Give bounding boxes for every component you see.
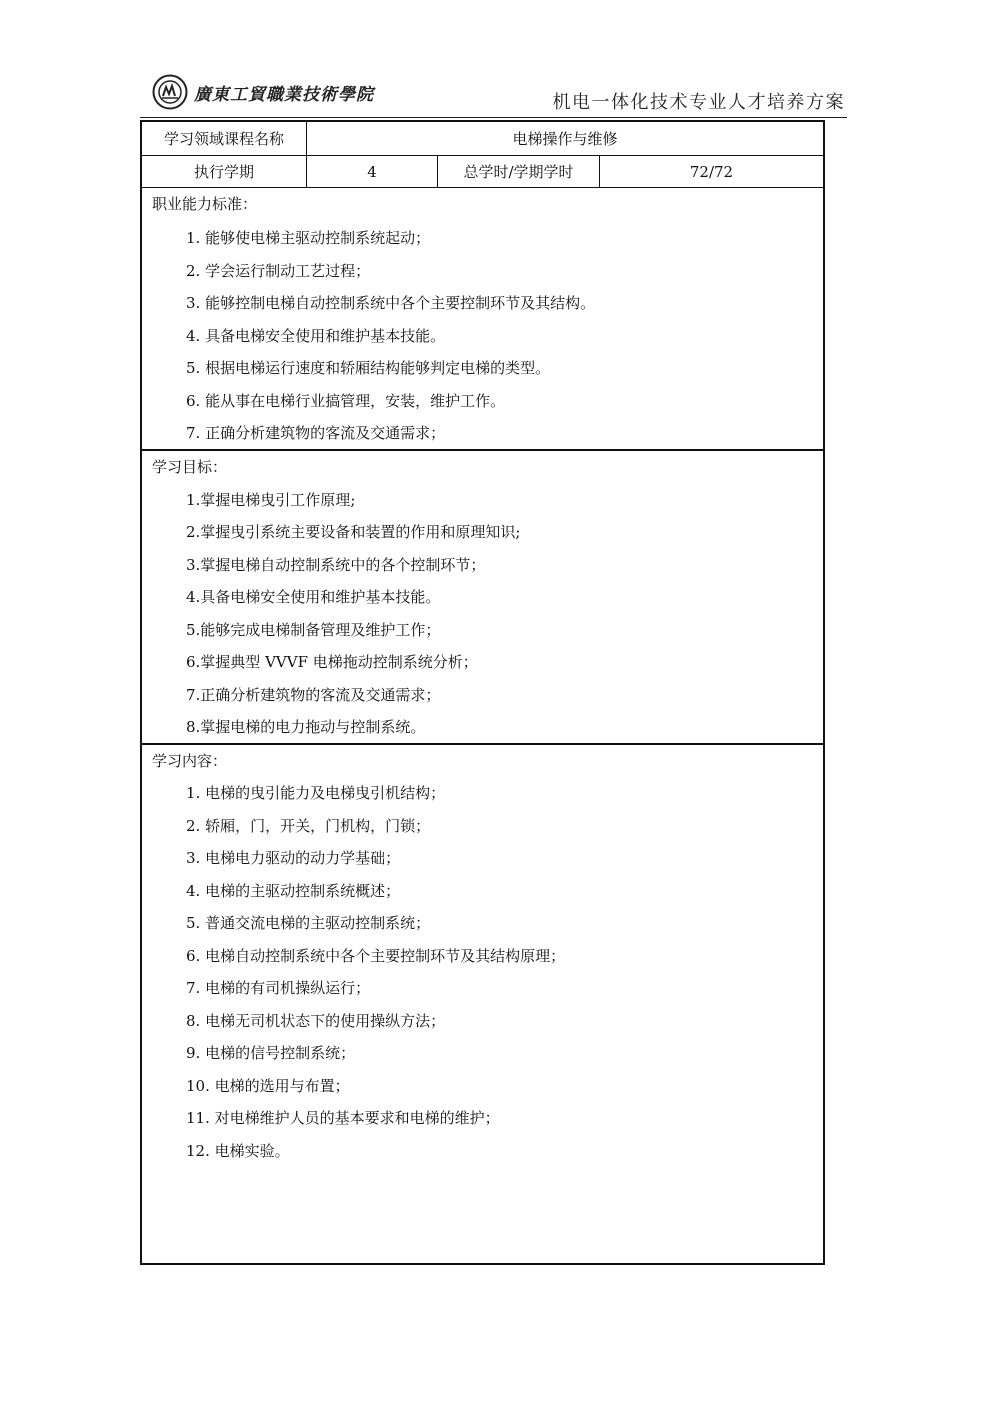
content-item: 5. 普通交流电梯的主驱动控制系统； [186, 914, 431, 932]
competency-item: 4. 具备电梯安全使用和维护基本技能。 [186, 327, 446, 345]
objectives-title: 学习目标： [152, 458, 228, 476]
competency-title: 职业能力标准： [152, 195, 258, 213]
content-section [142, 745, 823, 1261]
competency-item: 5. 根据电梯运行速度和轿厢结构能够判定电梯的类型。 [186, 359, 551, 377]
content-item: 12. 电梯实验。 [186, 1142, 290, 1160]
semester-label: 执行学期 [142, 156, 307, 187]
school-seal-icon [152, 74, 188, 110]
competency-item: 3. 能够控制电梯自动控制系统中各个主要控制环节及其结构。 [186, 294, 596, 312]
course-table [140, 120, 825, 1265]
semester-row [142, 156, 823, 188]
page-header [140, 70, 847, 118]
course-name-row [142, 122, 823, 156]
competency-item: 1. 能够使电梯主驱动控制系统起动； [186, 229, 431, 247]
objective-item: 8.掌握电梯的电力拖动与控制系统。 [186, 718, 426, 736]
document-title: 机电一体化技术专业人才培养方案 [552, 92, 845, 113]
content-item: 6. 电梯自动控制系统中各个主要控制环节及其结构原理； [186, 947, 566, 965]
content-item: 8. 电梯无司机状态下的使用操纵方法； [186, 1012, 446, 1030]
objective-item: 6.掌握典型 VVVF 电梯拖动控制系统分析； [186, 653, 478, 671]
content-item: 3. 电梯电力驱动的动力学基础； [186, 849, 401, 867]
competency-item: 2. 学会运行制动工艺过程； [186, 262, 371, 280]
school-logo [152, 74, 374, 110]
course-name-label: 学习领域课程名称 [142, 122, 307, 155]
content-item: 7. 电梯的有司机操纵运行； [186, 979, 371, 997]
competency-item: 6. 能从事在电梯行业搞管理，安装，维护工作。 [186, 392, 506, 410]
content-item: 11. 对电梯维护人员的基本要求和电梯的维护； [186, 1109, 500, 1127]
objective-item: 4.具备电梯安全使用和维护基本技能。 [186, 588, 441, 606]
header-divider [140, 117, 847, 118]
content-item: 10. 电梯的选用与布置； [186, 1077, 350, 1095]
content-item: 9. 电梯的信号控制系统； [186, 1044, 356, 1062]
objective-item: 3.掌握电梯自动控制系统中的各个控制环节； [186, 556, 486, 574]
objective-item: 7.正确分析建筑物的客流及交通需求； [186, 686, 441, 704]
content-item: 2. 轿厢，门，开关，门机构，门锁； [186, 817, 431, 835]
school-name: 廣東工貿職業技術學院 [194, 84, 374, 105]
objective-item: 1.掌握电梯曳引工作原理; [186, 491, 356, 509]
hours-label: 总学时/学期学时 [438, 156, 600, 187]
competency-item: 7. 正确分析建筑物的客流及交通需求； [186, 424, 446, 442]
content-item: 1. 电梯的曳引能力及电梯曳引机结构； [186, 784, 446, 802]
content-title: 学习内容： [152, 752, 228, 770]
hours-value: 72/72 [689, 162, 734, 181]
competency-section [142, 188, 823, 451]
objective-item: 5.能够完成电梯制备管理及维护工作； [186, 621, 441, 639]
objective-item: 2.掌握曳引系统主要设备和装置的作用和原理知识; [186, 523, 521, 541]
objectives-section [142, 451, 823, 745]
semester-value: 4 [307, 156, 438, 187]
course-name-value: 电梯操作与维修 [512, 130, 618, 148]
content-item: 4. 电梯的主驱动控制系统概述； [186, 882, 401, 900]
